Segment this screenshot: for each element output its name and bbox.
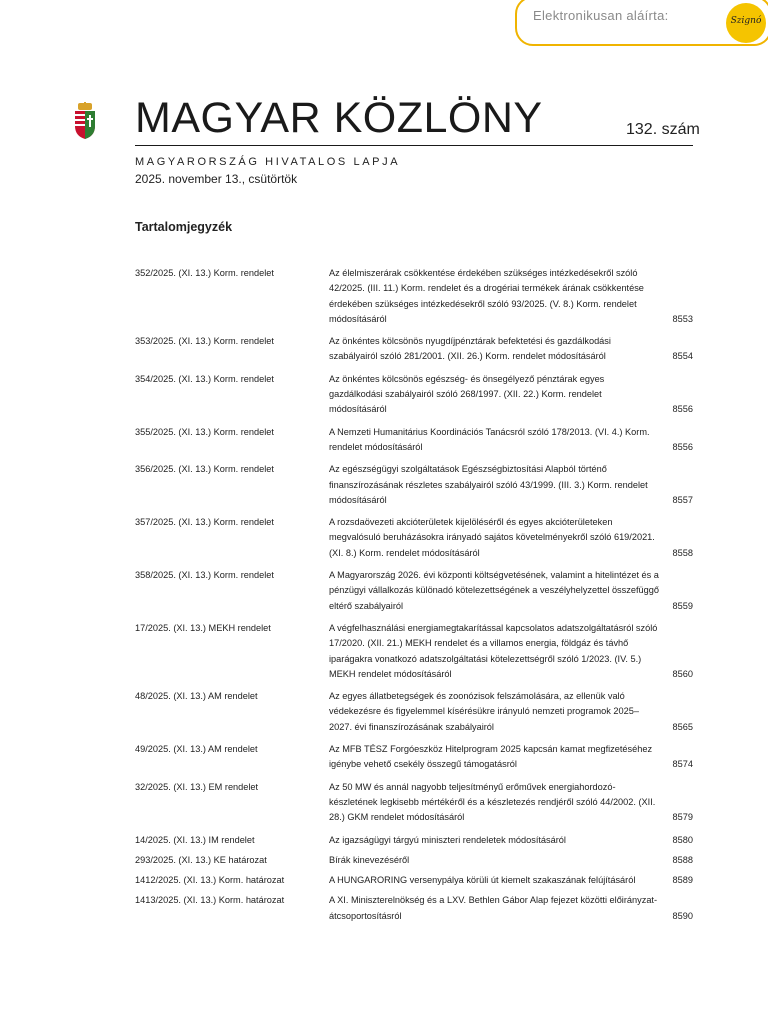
toc-entry [135,568,695,614]
toc-entry-page: 8557 [672,494,693,505]
toc-entry-page: 8565 [672,721,693,732]
toc-entry [135,833,695,848]
toc-entry-description: Az önkéntes kölcsönös nyugdíjpénztárak befektetési és gazdálkodási szabályairól szóló 281/2001. (XII. 26.) Korm. rendelet módosításáról [329,336,611,362]
toc-entry [135,893,695,924]
publication-subtitle: MAGYARORSZÁG HIVATALOS LAPJA [135,156,401,168]
toc-entry-reference: 355/2025. (XI. 13.) Korm. rendelet [135,426,274,437]
toc-entry-page: 8558 [672,547,693,558]
toc-entry-description: A HUNGARORING versenypálya körüli út kiemelt szakaszának felújításáról [329,875,636,886]
toc-entry-reference: 48/2025. (XI. 13.) AM rendelet [135,691,258,702]
toc-entry-page: 8590 [672,910,693,921]
toc-entry-reference: 49/2025. (XI. 13.) AM rendelet [135,744,258,755]
coat-of-arms-icon [72,102,98,140]
toc-entry-page: 8556 [672,441,693,452]
toc-list [135,266,695,929]
toc-entry-page: 8554 [672,351,693,362]
toc-entry-page: 8574 [672,759,693,770]
toc-entry [135,266,695,327]
signature-label: Elektronikusan aláírta: [533,8,669,23]
toc-entry-description: Az önkéntes kölcsönös egészség- és önsegélyező pénztárak egyes gazdálkodási szabályairól szóló 268/1997. (XII. 22.) Korm. rendelet módosításáról [329,373,605,415]
issue-date: 2025. november 13., csütörtök [135,172,298,186]
toc-entry-description: Az 50 MW és annál nagyobb teljesítményű erőművek energiahordozó-készletének legkisebb mértékéről és a készletezés rendjéről szóló 44/2002. (XII. 28.) GKM rendelet módosításáról [329,781,656,823]
toc-entry-description: A Magyarország 2026. évi központi költségvetésének, valamint a hitelintézet és a pénzügyi vállalkozás különadó kötelezettségének a veszélyhelyzettel összefüggő eltérő szabályairól [329,570,659,611]
toc-entry-reference: 357/2025. (XI. 13.) Korm. rendelet [135,517,274,528]
toc-entry-description: Az MFB TÉSZ Forgóeszköz Hitelprogram 2025 kapcsán kamat megfizetéséhez igénybe vehető csekély összegű támogatásról [329,744,653,770]
toc-entry [135,515,695,561]
toc-entry-page: 8589 [672,875,693,886]
toc-entry-description: A Nemzeti Humanitárius Koordinációs Tanácsról szóló 178/2013. (VI. 4.) Korm. rendelet módosításáról [329,426,650,452]
toc-entry-description: A rozsdaövezeti akcióterületek kijelöléséről és egyes akcióterületeken megvalósuló beruházásokra irányadó sajátos követelményekről szóló 619/2021. (XI. 8.) Korm. rendelet módosításáról [329,517,655,558]
toc-entry-page: 8559 [672,600,693,611]
toc-entry [135,873,695,888]
toc-entry-reference: 14/2025. (XI. 13.) IM rendelet [135,834,255,845]
toc-entry-reference: 352/2025. (XI. 13.) Korm. rendelet [135,268,274,278]
toc-entry-page: 8579 [672,812,693,823]
toc-entry-reference: 1413/2025. (XI. 13.) Korm. határozat [135,895,285,906]
toc-entry-page: 8553 [672,313,693,324]
toc-entry-description: A végfelhasználási energiamegtakarítással kapcsolatos adatszolgáltatásról szóló 17/2020. (XII. 21.) MEKH rendelet és a villamos energia, földgáz és távhő iparágakra vonatkozó adatszolgáltatási kötelezettségről szóló 1/2023. (IV. 5.) MEKH rendelet módosításáról [329,622,658,679]
toc-entry [135,372,695,418]
toc-entry [135,425,695,456]
toc-entry-reference: 293/2025. (XI. 13.) KE határozat [135,854,267,865]
toc-heading: Tartalomjegyzék [135,220,233,234]
toc-entry-reference: 354/2025. (XI. 13.) Korm. rendelet [135,373,274,384]
publication-title: MAGYAR KÖZLÖNY [135,94,543,142]
issue-number: 132. szám [626,121,700,138]
toc-entry-page: 8580 [672,834,693,845]
toc-entry [135,780,695,826]
toc-entry-reference: 32/2025. (XI. 13.) EM rendelet [135,781,259,792]
header-divider [135,145,693,146]
toc-entry-page: 8588 [672,854,693,865]
signature-box [515,0,768,46]
toc-entry-page: 8560 [672,668,693,679]
toc-entry-page: 8556 [672,404,693,415]
toc-entry-reference: 356/2025. (XI. 13.) Korm. rendelet [135,464,274,475]
signature-seal-text: Szignó [730,16,762,26]
toc-entry-description: Bírák kinevezéséről [329,854,410,865]
signature-seal-icon [726,3,766,43]
toc-entry-reference: 353/2025. (XI. 13.) Korm. rendelet [135,336,274,347]
toc-entry [135,462,695,508]
toc-entry [135,742,695,773]
toc-entry-reference: 17/2025. (XI. 13.) MEKH rendelet [135,622,271,633]
toc-entry-reference: 1412/2025. (XI. 13.) Korm. határozat [135,875,285,886]
toc-entry-description: A XI. Miniszterelnökség és a LXV. Bethlen Gábor Alap fejezet közötti előirányzat-átcsoportosításról [329,895,658,921]
toc-entry [135,334,695,365]
toc-entry [135,621,695,682]
toc-entry-description: Az egyes állatbetegségek és zoonózisok felszámolására, az ellenük való védekezésre és figyelemmel kísérésükre irányuló nemzeti programok 2025–2027. évi finanszírozásának szabályairól [329,691,639,732]
toc-entry-description: Az élelmiszerárak csökkentése érdekében szükséges intézkedésekről szóló 42/2025. (III. 11.) Korm. rendelet és a drogériai termékek árának csökkentése érdekében szükséges intézkedésekről szóló 93/2025. (V. 8.) Korm. rendelet módosításáról [329,268,644,324]
toc-entry-description: Az igazságügyi tárgyú miniszteri rendeletek módosításáról [329,834,566,845]
toc-entry-description: Az egészségügyi szolgáltatások Egészségbiztosítási Alapból történő finanszírozásának részletes szabályairól szóló 43/1999. (III. 3.) Korm. rendelet módosításáról [329,464,648,505]
toc-entry-reference: 358/2025. (XI. 13.) Korm. rendelet [135,570,274,581]
toc-entry [135,689,695,735]
toc-entry [135,853,695,868]
